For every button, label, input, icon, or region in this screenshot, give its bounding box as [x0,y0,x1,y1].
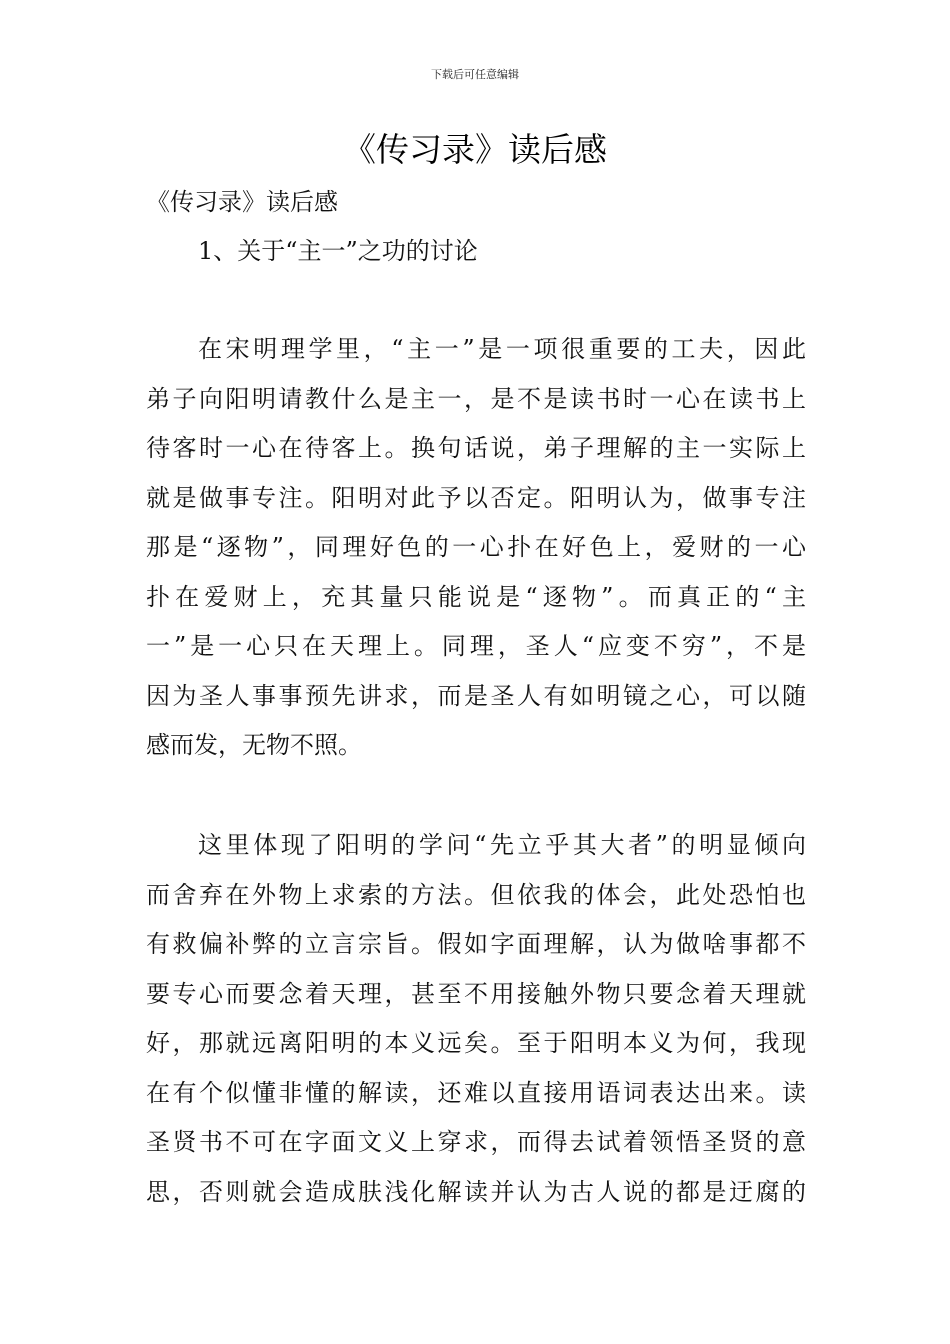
paragraph-line: 好，那就远离阳明的本义远矣。至于阳明本义为何，我现 [146,1029,806,1057]
paragraph-line: 这里体现了阳明的学问“先立乎其大者”的明显倾向 [198,831,806,859]
paragraph-line: 感而发，无物不照。 [146,731,362,759]
paragraph-line: 思，否则就会造成肤浅化解读并认为古人说的都是迂腐的 [146,1177,806,1206]
paragraph-line: 有救偏补弊的立言宗旨。假如字面理解，认为做啥事都不 [146,930,806,958]
document-title: 《传习录》读后感 [343,130,607,169]
section-heading: 1、关于“主一”之功的讨论 [198,237,478,265]
paragraph-line: 扑在爱财上，充其量只能说是“逐物”。而真正的“主 [146,582,806,611]
paragraph-line: 圣贤书不可在字面文义上穿求，而得去试着领悟圣贤的意 [146,1128,806,1156]
header-note: 下载后可任意编辑 [431,68,519,81]
paragraph-line: 一”是一心只在天理上。同理，圣人“应变不穷”，不是 [146,632,806,660]
subtitle: 《传习录》读后感 [146,188,338,216]
paragraph-line: 而舍弃在外物上求索的方法。但依我的体会，此处恐怕也 [146,880,806,909]
paragraph-line: 因为圣人事事预先讲求，而是圣人有如明镜之心，可以随 [146,681,806,710]
paragraph-line: 那是“逐物”，同理好色的一心扑在好色上，爱财的一心 [146,533,806,561]
paragraph-line: 待客时一心在待客上。换句话说，弟子理解的主一实际上 [146,434,806,462]
paragraph-1 [146,334,806,780]
paragraph-line: 在宋明理学里，“主一”是一项很重要的工夫，因此 [198,335,806,363]
paragraph-line: 就是做事专注。阳明对此予以否定。阳明认为，做事专注 [146,483,806,512]
paragraph-line: 在有个似懂非懂的解读，还难以直接用语词表达出来。读 [146,1078,806,1107]
paragraph-line: 弟子向阳明请教什么是主一，是不是读书时一心在读书上 [146,384,806,413]
paragraph-line: 要专心而要念着天理，甚至不用接触外物只要念着天理就 [146,979,806,1008]
paragraph-2 [146,830,806,1226]
